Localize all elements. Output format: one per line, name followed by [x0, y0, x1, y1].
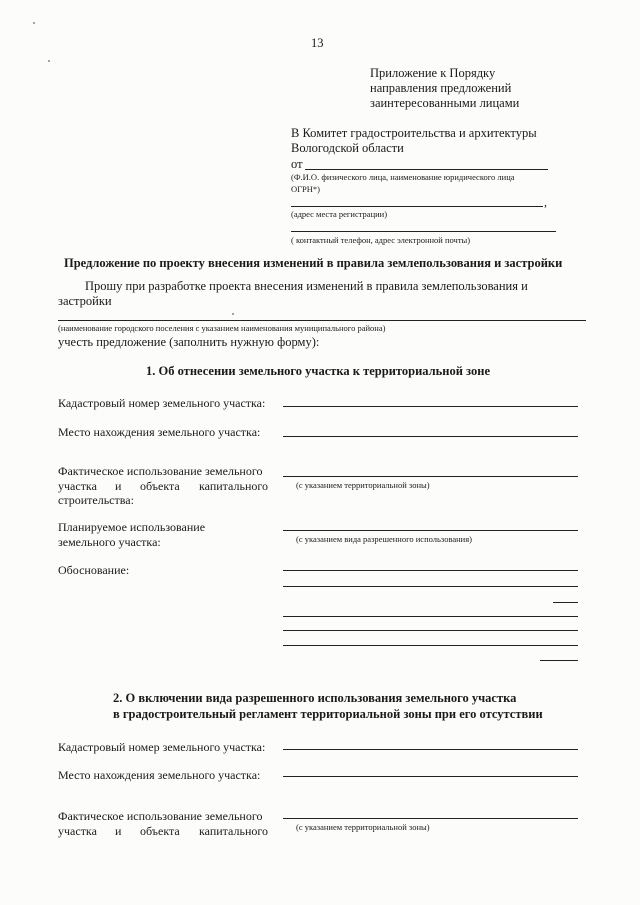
- s2-actual-use-w4: капитального: [199, 824, 268, 838]
- s1-justification-field-4[interactable]: [283, 616, 578, 617]
- intro-line-3: учесть предложение (заполнить нужную форму):: [58, 335, 320, 349]
- s1-location-label: Место нахождения земельного участка:: [58, 425, 261, 439]
- section-1-title: 1. Об отнесении земельного участка к территориальной зоне: [146, 364, 490, 378]
- s2-cadastral-field[interactable]: [283, 749, 578, 750]
- hint-address: (адрес места регистрации): [291, 209, 388, 219]
- s2-actual-use-field[interactable]: [283, 818, 578, 819]
- s1-justification-field-3[interactable]: [553, 602, 578, 603]
- page-number: 13: [311, 36, 324, 50]
- s1-justification-field-5[interactable]: [283, 630, 578, 631]
- s1-actual-use-hint: (с указанием территориальной зоны): [296, 480, 430, 490]
- address-line[interactable]: [291, 206, 543, 207]
- s1-actual-use-w4: капитального: [199, 479, 268, 493]
- s1-justification-field-1[interactable]: [283, 570, 578, 571]
- s1-planned-use-hint: (с указанием вида разрешенного использования): [296, 534, 472, 544]
- s1-planned-use-line-1: Планируемое использование: [58, 520, 206, 534]
- settlement-line[interactable]: [58, 320, 586, 321]
- s2-actual-use-hint: (с указанием территориальной зоны): [296, 822, 430, 832]
- scan-speck: [48, 60, 50, 62]
- s1-justification-label: Обоснование:: [58, 563, 130, 577]
- scan-speck: [33, 22, 35, 24]
- hint-name-line-2: ОГРН*): [291, 184, 320, 194]
- s1-planned-use-field[interactable]: [283, 530, 578, 531]
- scan-speck: [232, 313, 234, 315]
- addressee-line-2: Вологодской области: [291, 141, 404, 155]
- s1-location-field[interactable]: [283, 436, 578, 437]
- section-2-title-line-2: в градостроительный регламент территориальной зоны при его отсутствии: [113, 707, 543, 721]
- s1-cadastral-label: Кадастровый номер земельного участка:: [58, 396, 266, 410]
- hint-name-line-1: (Ф.И.О. физического лица, наименование юридического лица: [291, 172, 515, 182]
- s1-planned-use-line-2: земельного участка:: [58, 535, 161, 549]
- annex-line-1: Приложение к Порядку: [370, 66, 496, 80]
- s2-location-field[interactable]: [283, 776, 578, 777]
- intro-line-2: застройки: [58, 294, 112, 308]
- s1-justification-field-6[interactable]: [283, 645, 578, 646]
- section-2-title-line-1: 2. О включении вида разрешенного использования земельного участка: [113, 691, 517, 705]
- from-name-line[interactable]: [305, 169, 548, 170]
- s1-cadastral-field[interactable]: [283, 406, 578, 407]
- annex-line-2: направления предложений: [370, 81, 512, 95]
- s2-cadastral-label: Кадастровый номер земельного участка:: [58, 740, 266, 754]
- s2-actual-use-line-1: Фактическое использование земельного: [58, 809, 263, 823]
- s2-location-label: Место нахождения земельного участка:: [58, 768, 261, 782]
- s2-actual-use-w1: участка: [58, 824, 97, 838]
- s1-actual-use-w1: участка: [58, 479, 97, 493]
- s1-actual-use-w3: объекта: [140, 479, 180, 493]
- s1-actual-use-line-3: строительства:: [58, 493, 134, 507]
- hint-settlement: (наименование городского поселения с указанием наименования муниципального района): [58, 323, 386, 333]
- s1-actual-use-line-1: Фактическое использование земельного: [58, 464, 263, 478]
- address-comma: ,: [544, 195, 547, 209]
- intro-line-1: Прошу при разработке проекта внесения изменений в правила землепользования и: [85, 279, 528, 293]
- contacts-line[interactable]: [291, 231, 556, 232]
- s1-justification-field-2[interactable]: [283, 586, 578, 587]
- s2-actual-use-w3: объекта: [140, 824, 180, 838]
- s1-actual-use-w2: и: [115, 479, 122, 493]
- s1-actual-use-field[interactable]: [283, 476, 578, 477]
- addressee-line-1: В Комитет градостроительства и архитектуры: [291, 126, 537, 140]
- hint-contacts: ( контактный телефон, адрес электронной почты): [291, 235, 471, 245]
- s1-justification-field-7[interactable]: [540, 660, 578, 661]
- annex-line-3: заинтересованными лицами: [370, 96, 520, 110]
- from-label: от: [291, 157, 303, 171]
- document-title: Предложение по проекту внесения изменений в правила землепользования и застройки: [64, 256, 563, 270]
- s2-actual-use-w2: и: [115, 824, 122, 838]
